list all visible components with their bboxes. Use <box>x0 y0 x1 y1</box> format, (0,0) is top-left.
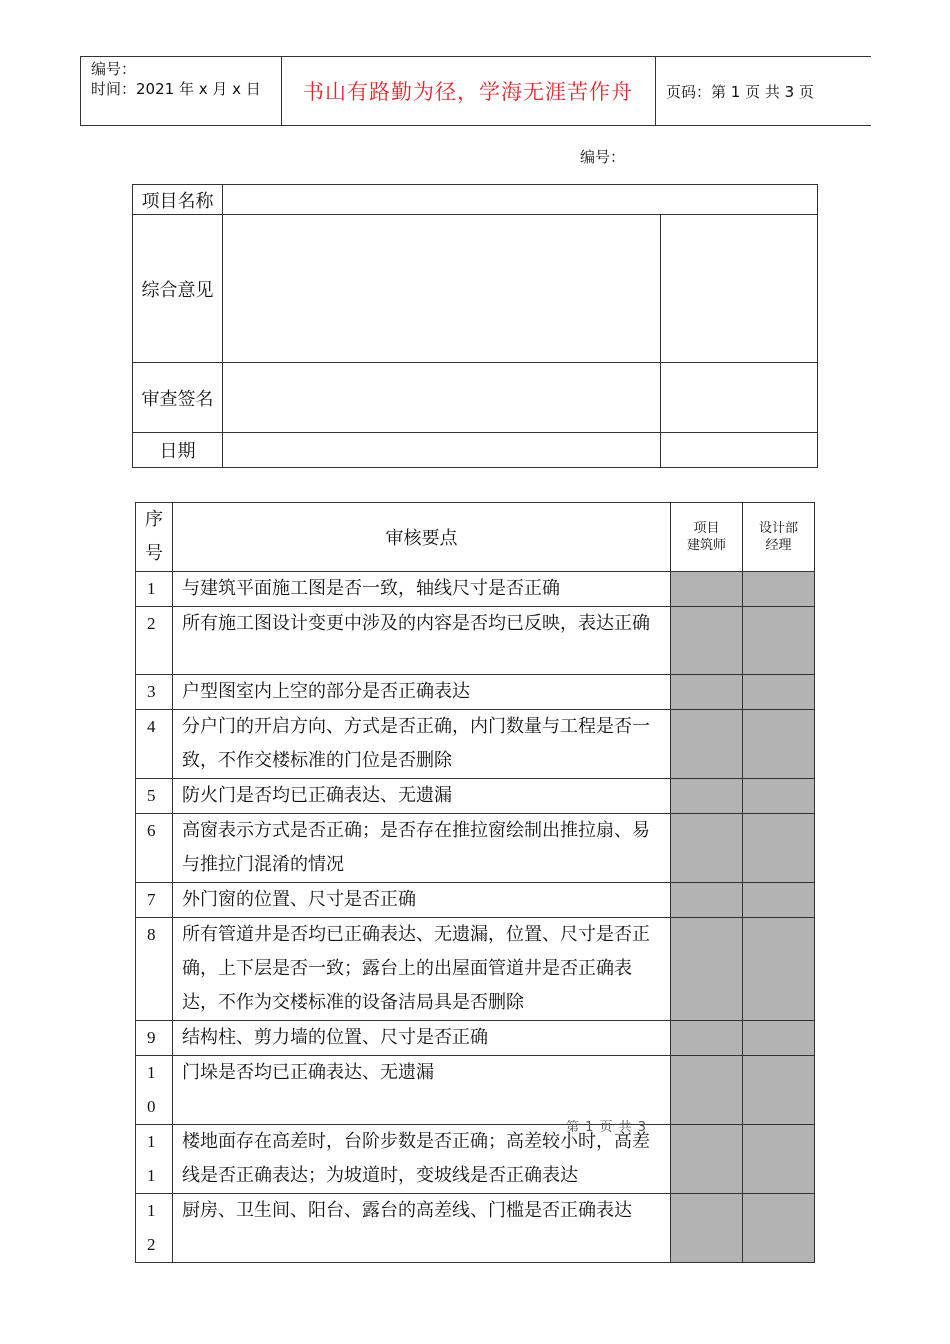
project-name-field[interactable] <box>223 185 818 215</box>
row-check-point: 高窗表示方式是否正确；是否存在推拉窗绘制出推拉扇、易与推拉门混淆的情况 <box>173 814 671 883</box>
manager-check-cell[interactable] <box>743 710 815 779</box>
architect-check-cell[interactable] <box>671 918 743 1021</box>
review-signature-side-field[interactable] <box>661 363 818 433</box>
header-doc-number: 编号： <box>91 60 137 78</box>
row-seq: 3 <box>136 675 173 710</box>
row-seq: 2 <box>136 607 173 675</box>
row-seq: 9 <box>136 1021 173 1056</box>
architect-check-cell[interactable] <box>671 572 743 607</box>
header-motto-cell <box>281 57 656 125</box>
row-seq: 7 <box>136 883 173 918</box>
checklist-row <box>136 883 815 918</box>
row-check-point: 厨房、卫生间、阳台、露台的高差线、门槛是否正确表达 <box>173 1194 671 1263</box>
row-seq: 12 <box>136 1194 173 1263</box>
manager-check-cell[interactable] <box>743 1125 815 1194</box>
architect-check-cell[interactable] <box>671 883 743 918</box>
review-signature-label: 审查签名 <box>133 363 223 433</box>
row-check-point: 与建筑平面施工图是否一致，轴线尺寸是否正确 <box>173 572 671 607</box>
checklist-row <box>136 814 815 883</box>
row-check-point: 分户门的开启方向、方式是否正确，内门数量与工程是否一致，不作交楼标准的门位是否删除 <box>173 710 671 779</box>
row-seq: 6 <box>136 814 173 883</box>
checklist-row <box>136 572 815 607</box>
architect-check-cell[interactable] <box>671 1056 743 1125</box>
header-time: 时间：2021 年 x 月 x 日 <box>91 80 261 98</box>
manager-check-cell[interactable] <box>743 918 815 1021</box>
overlapping-page-footer: 第 1 页 共 3 <box>566 1120 648 1135</box>
review-signature-field[interactable] <box>223 363 661 433</box>
checklist-row <box>136 918 815 1021</box>
page-info: 页码：第 1 页 共 3 页 <box>666 82 814 101</box>
architect-check-cell[interactable] <box>671 1125 743 1194</box>
doc-number-label: 编号： <box>580 148 626 166</box>
row-check-point: 所有管道井是否均已正确表达、无遗漏，位置、尺寸是否正确，上下层是否一致；露台上的出屋面管道井是否正确表达，不作为交楼标准的设备洁局具是否删除 <box>173 918 671 1021</box>
document-header <box>80 56 871 126</box>
column-header-points: 审核要点 <box>173 503 671 572</box>
checklist-row <box>136 710 815 779</box>
row-check-point: 外门窗的位置、尺寸是否正确 <box>173 883 671 918</box>
checklist-row <box>136 1021 815 1056</box>
column-header-seq: 序号 <box>136 503 173 572</box>
header-meta-cell <box>81 57 282 125</box>
manager-check-cell[interactable] <box>743 607 815 675</box>
date-label: 日期 <box>133 433 223 468</box>
checklist-table <box>135 502 815 1263</box>
manager-check-cell[interactable] <box>743 779 815 814</box>
comprehensive-opinion-label: 综合意见 <box>133 215 223 363</box>
motto-text: 书山有路勤为径，学海无涯苦作舟 <box>303 80 633 104</box>
checklist-row <box>136 1056 815 1125</box>
row-seq: 10 <box>136 1056 173 1125</box>
row-seq: 4 <box>136 710 173 779</box>
checklist-row <box>136 607 815 675</box>
architect-check-cell[interactable] <box>671 779 743 814</box>
checklist-row <box>136 1125 815 1194</box>
manager-check-cell[interactable] <box>743 1194 815 1263</box>
date-side-field[interactable] <box>661 433 818 468</box>
manager-check-cell[interactable] <box>743 572 815 607</box>
architect-check-cell[interactable] <box>671 1194 743 1263</box>
column-header-architect: 项目 建筑师 <box>671 503 743 572</box>
architect-check-cell[interactable] <box>671 607 743 675</box>
row-check-point: 楼地面存在高差时，台阶步数是否正确；高差较小时，高差线是否正确表达；为坡道时，变坡线是否正确表达 <box>173 1125 671 1194</box>
architect-check-cell[interactable] <box>671 814 743 883</box>
manager-check-cell[interactable] <box>743 1021 815 1056</box>
row-check-point: 结构柱、剪力墙的位置、尺寸是否正确 <box>173 1021 671 1056</box>
date-field[interactable] <box>223 433 661 468</box>
manager-check-cell[interactable] <box>743 883 815 918</box>
project-name-label: 项目名称 <box>133 185 223 215</box>
review-form-table <box>132 184 818 468</box>
row-check-point: 户型图室内上空的部分是否正确表达 <box>173 675 671 710</box>
checklist-row <box>136 675 815 710</box>
row-check-point: 防火门是否均已正确表达、无遗漏 <box>173 779 671 814</box>
row-seq: 1 <box>136 572 173 607</box>
checklist-row <box>136 1194 815 1263</box>
row-check-point: 门垛是否均已正确表达、无遗漏 <box>173 1056 671 1125</box>
architect-check-cell[interactable] <box>671 675 743 710</box>
column-header-manager: 设计部 经理 <box>743 503 815 572</box>
architect-check-cell[interactable] <box>671 1021 743 1056</box>
row-seq: 11 <box>136 1125 173 1194</box>
architect-check-cell[interactable] <box>671 710 743 779</box>
row-seq: 8 <box>136 918 173 1021</box>
manager-check-cell[interactable] <box>743 1056 815 1125</box>
header-page-cell <box>656 57 871 125</box>
manager-check-cell[interactable] <box>743 814 815 883</box>
row-check-point: 所有施工图设计变更中涉及的内容是否均已反映，表达正确 <box>173 607 671 675</box>
row-seq: 5 <box>136 779 173 814</box>
comprehensive-opinion-side-field[interactable] <box>661 215 818 363</box>
checklist-row <box>136 779 815 814</box>
manager-check-cell[interactable] <box>743 675 815 710</box>
comprehensive-opinion-field[interactable] <box>223 215 661 363</box>
